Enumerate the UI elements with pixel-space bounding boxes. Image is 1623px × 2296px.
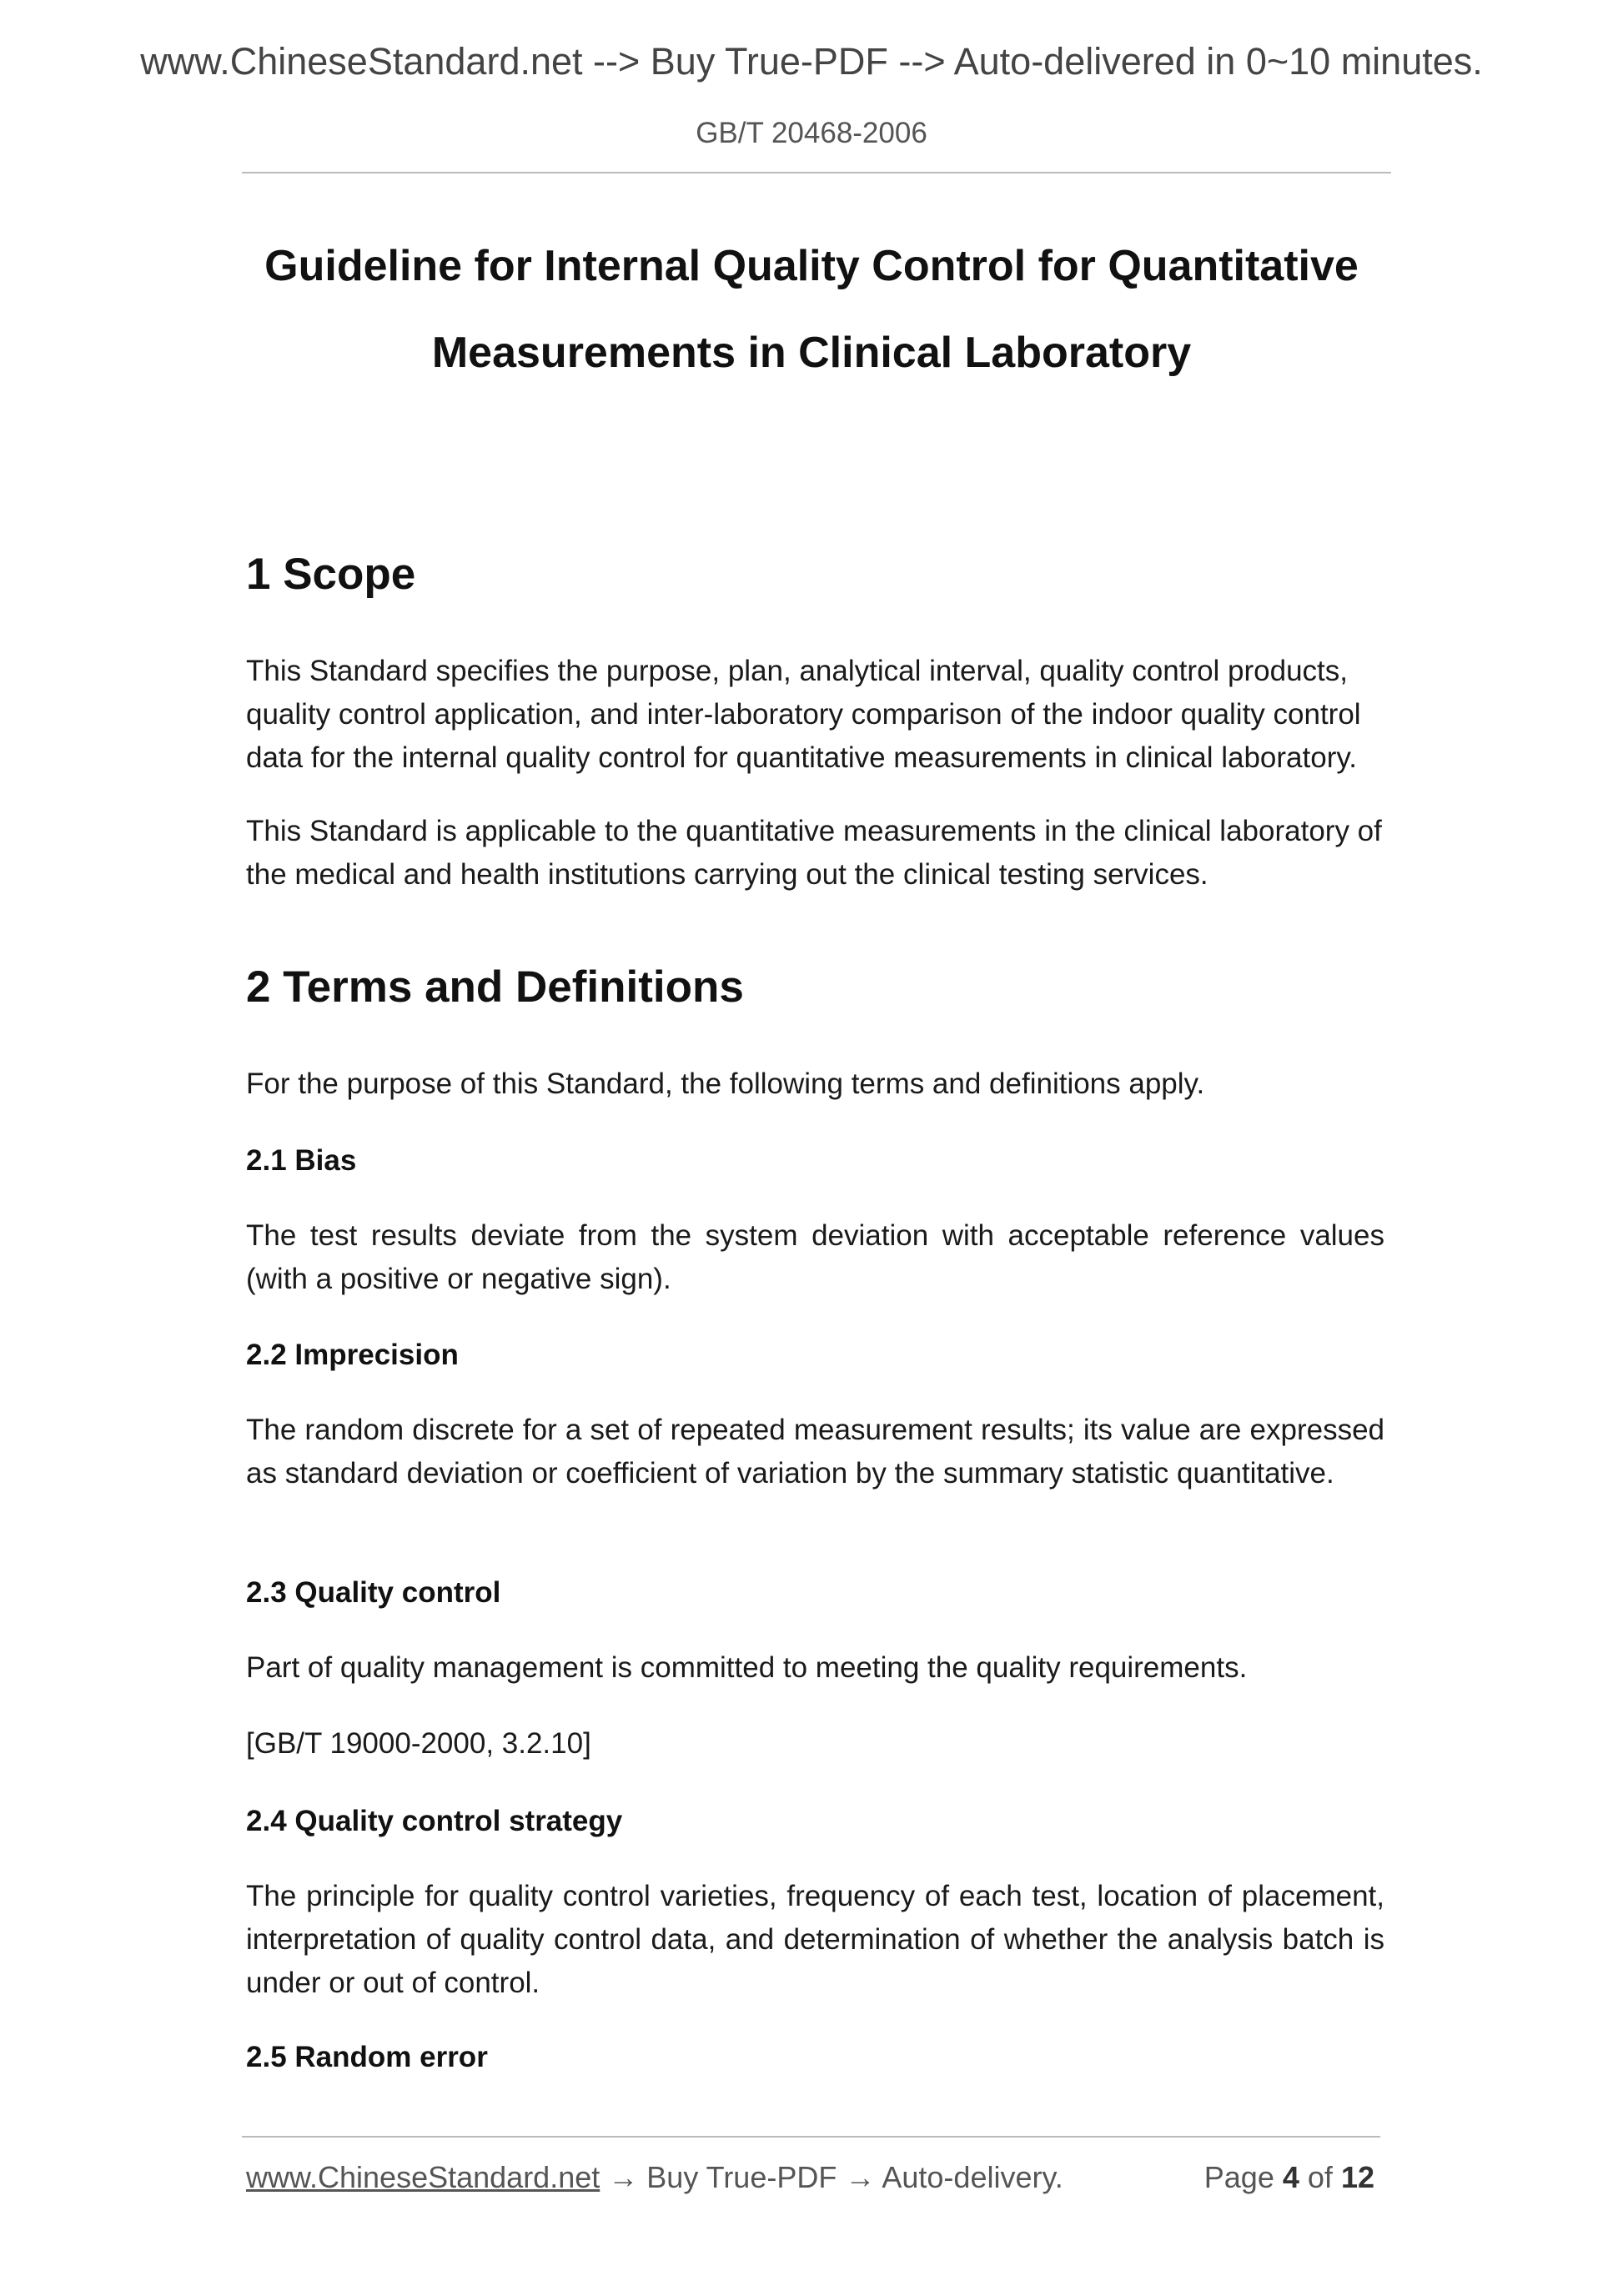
terms-intro: For the purpose of this Standard, the following terms and definitions apply. [246,1068,1205,1100]
section-heading-terms: 2 Terms and Definitions [246,962,744,1012]
term-heading-imprecision: 2.2 Imprecision [246,1339,459,1371]
page-total: 12 [1340,2160,1374,2194]
term-heading-quality-control-strategy: 2.4 Quality control strategy [246,1805,623,1837]
page-of: of [1307,2160,1333,2194]
page-current: 4 [1282,2160,1299,2194]
term-text-imprecision: The random discrete for a set of repeated measurement results; its value are expressed as standard deviation or coefficient of variation by the summary statistic quantitative. [246,1414,1384,1490]
scope-paragraph-2: This Standard is applicable to the quantitative measurements in the clinical laboratory of the medical and health institutions carrying out the clinical testing services. [246,815,1382,891]
term-text-bias: The test results deviate from the system deviation with acceptable reference values (with a positive or negative sign). [246,1219,1384,1295]
term-text-quality-control-strategy: The principle for quality control varieties, frequency of each test, location of placement, interpretation of quality control data, and determination of whether the analysis batch is under or out of control. [246,1880,1384,1999]
header-banner: www.ChineseStandard.net --> Buy True-PDF --> Auto-delivered in 0~10 minutes. [140,40,1483,83]
document-number: GB/T 20468-2006 [696,117,927,149]
footer-divider [242,2136,1380,2138]
section-heading-scope: 1 Scope [246,550,416,599]
footer-buy-text: Buy True-PDF [646,2160,837,2194]
header-divider [242,172,1391,173]
arrow-right-icon: → [608,2160,639,2194]
term-text-quality-control: Part of quality management is committed to meeting the quality requirements. [246,1651,1248,1684]
footer-promo [246,2160,1063,2195]
term-heading-random-error: 2.5 Random error [246,2041,488,2073]
term-heading-quality-control: 2.3 Quality control [246,1576,501,1609]
page-label: Page [1203,2160,1274,2194]
arrow-right-icon: → [845,2160,876,2194]
footer-site-link[interactable]: www.ChineseStandard.net [246,2160,600,2194]
term-heading-bias: 2.1 Bias [246,1144,357,1177]
page-indicator [1204,2160,1374,2195]
term-reference-quality-control: [GB/T 19000-2000, 3.2.10] [246,1727,591,1760]
document-title-line-1: Guideline for Internal Quality Control for Quantitative [264,242,1359,290]
document-title-line-2: Measurements in Clinical Laboratory [431,329,1192,377]
footer-delivery-text: Auto-delivery. [882,2160,1063,2194]
scope-paragraph-1: This Standard specifies the purpose, plan, analytical interval, quality control products, quality control application, and inter-laboratory comparison of the indoor quality control data for the internal quality control for quantitative measurements in clinical laboratory. [246,655,1361,774]
